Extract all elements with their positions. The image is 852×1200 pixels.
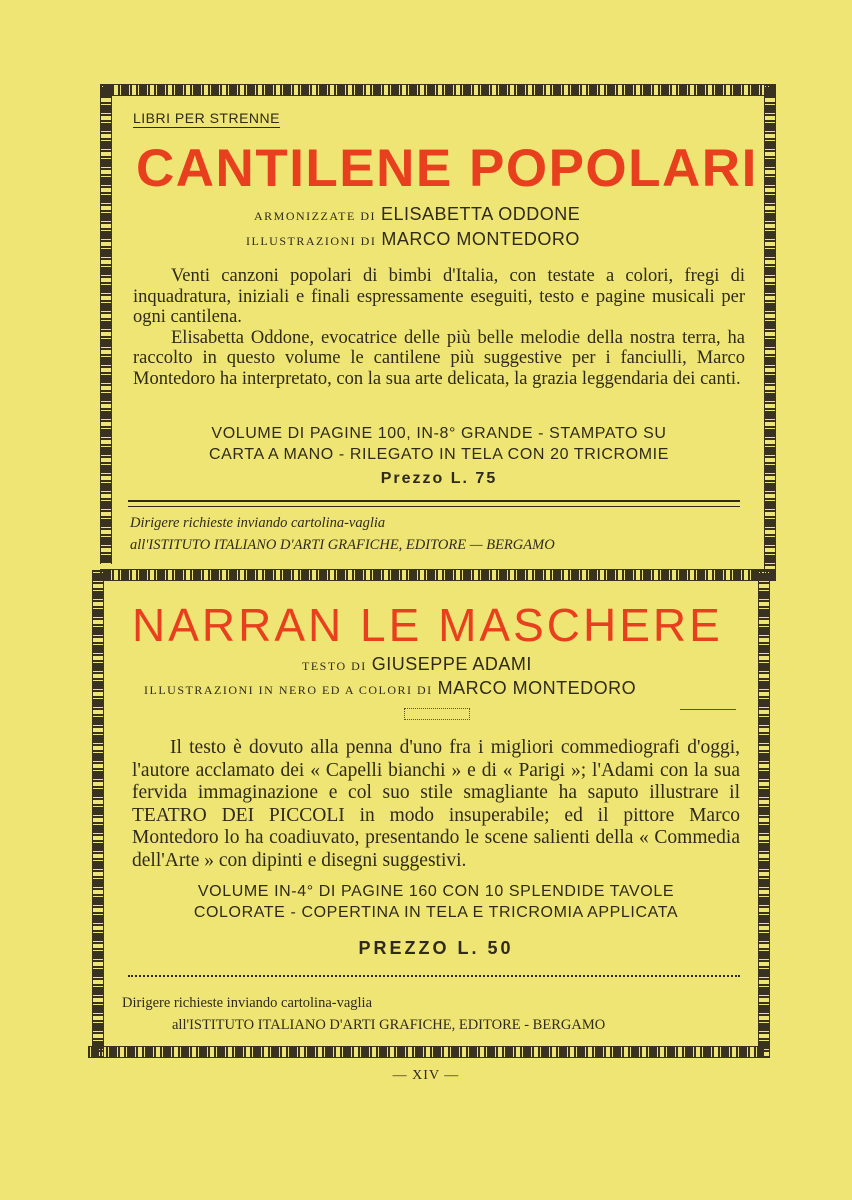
spec-line: COLORATE - COPERTINA IN TELA E TRICROMIA APPLICATA — [193, 904, 679, 921]
order-instructions: Dirigere richieste inviando cartolina-vaglia — [130, 515, 386, 531]
price-cantilene: Prezzo L. 75 — [380, 470, 498, 487]
spec-line: CARTA A MANO - RILEGATO IN TELA CON 20 TRICROMIE — [208, 446, 670, 463]
credit-author-name: GIUSEPPE ADAMI — [371, 654, 532, 674]
credit-composer-prefix: ARMONIZZATE DI — [254, 209, 376, 223]
volume-specs-2 — [132, 881, 740, 923]
credit-composer-name: ELISABETTA ODDONE — [381, 204, 581, 224]
paragraph: Elisabetta Oddone, evocatrice delle più belle melodie della nostra terra, ha raccolto in questo volume le cantilene più suggestive per i fanciulli, Marco Montedoro ha interpretato, con la sua arte delicata, la grazia leggendaria dei canti. — [133, 327, 745, 389]
credit-author-prefix: TESTO DI — [302, 659, 367, 673]
book-title-cantilene: CANTILENE POPOLARI — [136, 139, 758, 198]
frame-left-border-lower — [92, 570, 104, 1058]
decorative-ornament — [404, 708, 470, 720]
frame-right-border — [764, 84, 776, 574]
publisher-address-2: all'ISTITUTO ITALIANO D'ARTI GRAFICHE, EDITORE - BERGAMO — [172, 1017, 606, 1033]
section-label: LIBRI PER STRENNE — [133, 110, 280, 126]
frame-top-border — [100, 84, 776, 96]
credit-illustrator-prefix: ILLUSTRAZIONI DI — [246, 234, 377, 248]
frame-middle-border — [100, 569, 776, 581]
spec-line: VOLUME DI PAGINE 100, IN-8° GRANDE - STAMPATO SU — [211, 425, 667, 442]
paragraph: Il testo è dovuto alla penna d'uno fra i migliori commediografi d'oggi, l'autore acclamato dei « Capelli bianchi » e di « Parigi »; l'Adami con la sua fervida immaginazione e col suo stile smagliante ha saputo illustrare il TEATRO DEI PICCOLI in modo insuperabile; ed il pittore Marco Montedoro lo ha coadiuvato, presentando le scene salienti della « Commedia dell'Arte » con dipinti e disegni suggestivi. — [132, 737, 740, 871]
price-maschere: PREZZO L. 50 — [358, 938, 514, 958]
credit-composer — [254, 204, 580, 225]
description-cantilene — [133, 266, 745, 389]
page-number: — XIV — — [392, 1068, 460, 1083]
description-maschere — [132, 737, 740, 872]
divider-dotted — [128, 975, 740, 977]
publisher-address: all'ISTITUTO ITALIANO D'ARTI GRAFICHE, EDITORE — BERGAMO — [130, 537, 555, 553]
divider-rule — [128, 500, 740, 507]
frame-bottom-border — [88, 1046, 764, 1058]
spec-line: VOLUME IN-4° DI PAGINE 160 CON 10 SPLENDIDE TAVOLE — [197, 883, 675, 900]
frame-right-border-lower — [758, 570, 770, 1058]
decorative-ornament-line — [680, 709, 736, 710]
order-instructions-2: Dirigere richieste inviando cartolina-vaglia — [122, 995, 373, 1011]
credit-illustrator-name: MARCO MONTEDORO — [381, 229, 580, 249]
credit-illustrator-2 — [144, 678, 636, 699]
paragraph: Venti canzoni popolari di bimbi d'Italia, con testate a colori, fregi di inquadratura, iniziali e finali espressamente eseguiti, testo e pagine musicali per ogni cantilena. — [133, 266, 745, 327]
volume-specs — [133, 423, 745, 465]
frame-left-border — [100, 84, 112, 564]
credit-author — [302, 654, 532, 675]
credit-illustrator-2-name: MARCO MONTEDORO — [437, 678, 637, 698]
credit-illustrator — [246, 229, 580, 250]
book-title-maschere: NARRAN LE MASCHERE — [132, 599, 723, 651]
credit-illustrator-2-prefix: ILLUSTRAZIONI IN NERO ED A COLORI DI — [144, 683, 433, 697]
